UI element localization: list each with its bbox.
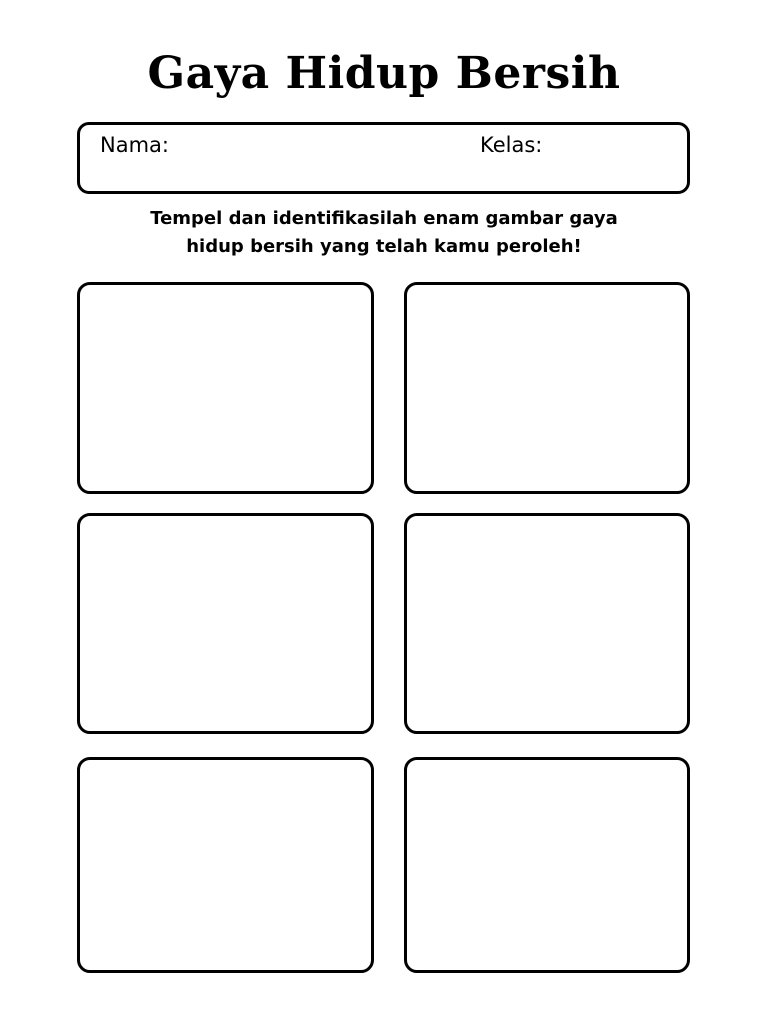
picture-slot-5 [77,757,374,973]
student-info-box [77,122,690,194]
picture-slot-3 [77,513,374,734]
page-title: Gaya Hidup Bersih [147,48,621,99]
picture-slot-2 [404,282,690,494]
picture-slot-1 [77,282,374,494]
name-field-label: Nama: [100,133,169,157]
class-field-label: Kelas: [480,133,543,157]
instruction-line-2: hidup bersih yang telah kamu peroleh! [186,236,582,257]
instruction-line-1: Tempel dan identifikasilah enam gambar gaya [150,208,618,229]
picture-slot-4 [404,513,690,734]
picture-slot-6 [404,757,690,973]
instruction-text [100,205,668,261]
